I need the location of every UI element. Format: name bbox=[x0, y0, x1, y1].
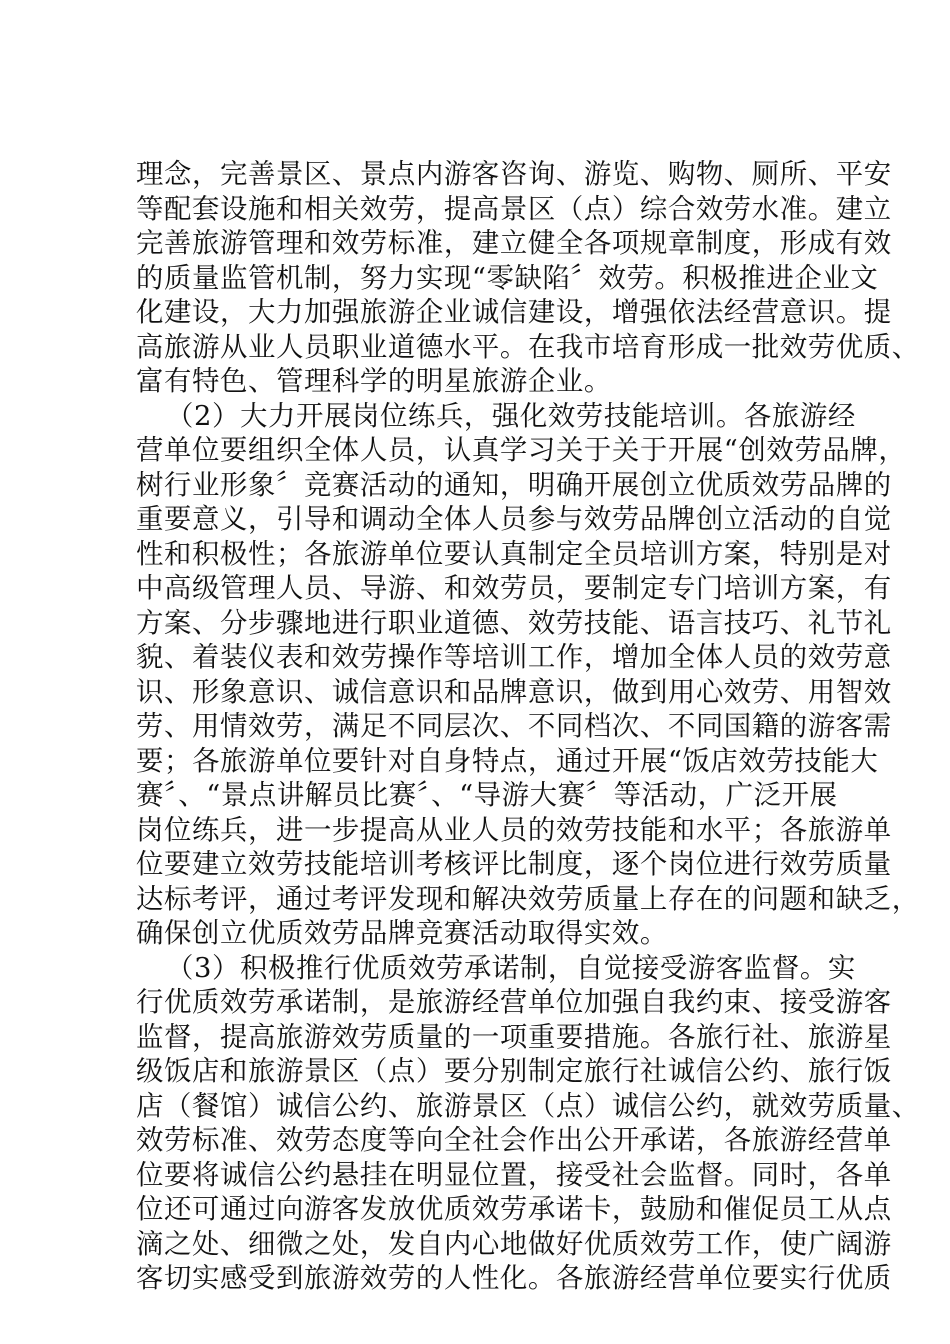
text-line: 方案、分步骤地进行职业道德、效劳技能、语言技巧、礼节礼 bbox=[136, 607, 892, 639]
text-line: 确保创立优质效劳品牌竞赛活动取得实效。 bbox=[136, 918, 668, 949]
text-line: 位还可通过向游客发放优质效劳承诺卡，鼓励和催促员工从点 bbox=[136, 1194, 892, 1225]
text-line: 店（餐馆）诚信公约、旅游景区（点）诚信公约，就效劳质量、 bbox=[136, 1090, 920, 1122]
text-line: 赛〞、“景点讲解员比赛〞、“导游大赛〞等活动，广泛开展 bbox=[136, 780, 838, 811]
text-line: 效劳标准、效劳态度等向全社会作出公开承诺，各旅游经营单 bbox=[136, 1125, 892, 1156]
text-line: 识、形象意识、诚信意识和品牌意识，做到用心效劳、用智效 bbox=[136, 676, 892, 708]
text-line: 要；各旅游单位要针对自身特点，通过开展“饭店效劳技能大 bbox=[136, 745, 879, 777]
text-line: 完善旅游管理和效劳标准，建立健全各项规章制度，形成有效 bbox=[136, 228, 892, 259]
text-line: 高旅游从业人员职业道德水平。在我市培育形成一批效劳优质、 bbox=[136, 331, 920, 363]
text-line: 岗位练兵，进一步提高从业人员的效劳技能和水平；各旅游单 bbox=[136, 814, 892, 846]
text-line: 的质量监管机制，努力实现“零缺陷〞效劳。积极推进企业文 bbox=[136, 262, 879, 294]
text-line: 行优质效劳承诺制，是旅游经营单位加强自我约束、接受游客 bbox=[136, 987, 892, 1018]
text-line: 营单位要组织全体人员，认真学习关于关于开展“创效劳品牌， bbox=[136, 435, 907, 466]
text-line: 树行业形象〞竞赛活动的通知，明确开展创立优质效劳品牌的 bbox=[136, 469, 892, 501]
text-line: 达标考评，通过考评发现和解决效劳质量上存在的问题和缺乏， bbox=[136, 883, 920, 915]
text-line: 中高级管理人员、导游、和效劳员，要制定专门培训方案，有 bbox=[136, 573, 892, 604]
text-line: 等配套设施和相关效劳，提高景区（点）综合效劳水准。建立 bbox=[136, 193, 892, 225]
text-line: 位要将诚信公约悬挂在明显位置，接受社会监督。同时，各单 bbox=[136, 1159, 892, 1191]
text-line: 滴之处、细微之处，发自内心地做好优质效劳工作，使广阔游 bbox=[136, 1228, 892, 1260]
text-line: 貌、着装仪表和效劳操作等培训工作，增加全体人员的效劳意 bbox=[136, 642, 892, 673]
text-line: 级饭店和旅游景区（点）要分别制定旅行社诚信公约、旅行饭 bbox=[136, 1056, 892, 1087]
text-line: 客切实感受到旅游效劳的人性化。各旅游经营单位要实行优质 bbox=[136, 1263, 892, 1294]
text-line: 化建设，大力加强旅游企业诚信建设，增强依法经营意识。提 bbox=[136, 297, 892, 328]
paragraph-3-start-line: （3）积极推行优质效劳承诺制，自觉接受游客监督。实 bbox=[166, 952, 856, 984]
paragraph-2-start-line: （2）大力开展岗位练兵，强化效劳技能培训。各旅游经 bbox=[166, 400, 856, 432]
text-line: 富有特色、管理科学的明星旅游企业。 bbox=[136, 366, 612, 397]
text-line: 重要意义，引导和调动全体人员参与效劳品牌创立活动的自觉 bbox=[136, 504, 892, 535]
text-line: 监督，提高旅游效劳质量的一项重要措施。各旅行社、旅游星 bbox=[136, 1021, 892, 1053]
text-line: 劳、用情效劳，满足不同层次、不同档次、不同国籍的游客需 bbox=[136, 711, 892, 742]
text-line: 性和积极性；各旅游单位要认真制定全员培训方案，特别是对 bbox=[136, 538, 892, 570]
body-text bbox=[136, 158, 920, 1297]
text-line: 理念，完善景区、景点内游客咨询、游览、购物、厕所、平安 bbox=[136, 159, 892, 190]
text-line: 位要建立效劳技能培训考核评比制度，逐个岗位进行效劳质量 bbox=[136, 849, 892, 880]
